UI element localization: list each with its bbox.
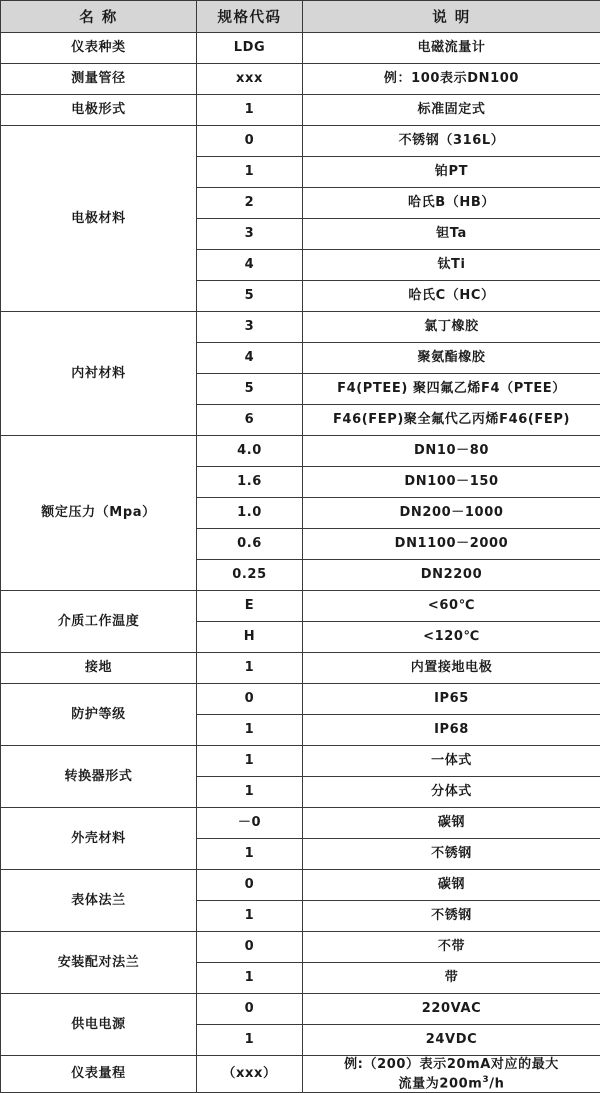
table-body	[1, 33, 600, 1093]
row-code: 4.0	[197, 436, 303, 467]
row-description: 24VDC	[303, 1025, 600, 1056]
table-row	[1, 64, 600, 95]
row-description: F4(PTEE) 聚四氟乙烯F4（PTEE）	[303, 374, 600, 405]
row-description: 碳钢	[303, 808, 600, 839]
row-description: 氯丁橡胶	[303, 312, 600, 343]
row-description: 铂PT	[303, 157, 600, 188]
row-code: 1	[197, 777, 303, 808]
row-code: 6	[197, 405, 303, 436]
row-description: 钽Ta	[303, 219, 600, 250]
row-name: 仪表量程	[1, 1056, 197, 1093]
row-code: 1	[197, 746, 303, 777]
row-name: 电极形式	[1, 95, 197, 126]
row-description: <120℃	[303, 622, 600, 653]
row-code: （xxx）	[197, 1056, 303, 1093]
row-code: 1	[197, 653, 303, 684]
table-row	[1, 684, 600, 715]
row-description: 标准固定式	[303, 95, 600, 126]
row-code: 0	[197, 994, 303, 1025]
row-name: 表体法兰	[1, 870, 197, 932]
header-row	[1, 1, 600, 33]
row-code: 5	[197, 374, 303, 405]
table-row	[1, 591, 600, 622]
row-code: 1	[197, 963, 303, 994]
row-name: 内衬材料	[1, 312, 197, 436]
row-code: 3	[197, 312, 303, 343]
row-name: 转换器形式	[1, 746, 197, 808]
row-description: 钛Ti	[303, 250, 600, 281]
row-code: 1	[197, 95, 303, 126]
row-description: 碳钢	[303, 870, 600, 901]
table-row	[1, 95, 600, 126]
row-code: －0	[197, 808, 303, 839]
row-code: 5	[197, 281, 303, 312]
row-name: 防护等级	[1, 684, 197, 746]
table-header	[1, 1, 600, 33]
row-code: 0.6	[197, 529, 303, 560]
row-code: 1	[197, 1025, 303, 1056]
row-description: 不锈钢	[303, 901, 600, 932]
row-code: 1	[197, 839, 303, 870]
row-description: 例：100表示DN100	[303, 64, 600, 95]
row-description: 不锈钢（316L）	[303, 126, 600, 157]
row-description-line-1: 例:（200）表示20mA对应的最大	[303, 1056, 600, 1074]
table-row	[1, 312, 600, 343]
table-row	[1, 994, 600, 1025]
row-code: 1	[197, 715, 303, 746]
row-description: 带	[303, 963, 600, 994]
row-description: 内置接地电极	[303, 653, 600, 684]
table-row	[1, 126, 600, 157]
row-description: 220VAC	[303, 994, 600, 1025]
row-name: 仪表种类	[1, 33, 197, 64]
row-description-line-2	[303, 1074, 600, 1093]
table-row	[1, 870, 600, 901]
row-code: 4	[197, 343, 303, 374]
row-code: LDG	[197, 33, 303, 64]
row-code: 2	[197, 188, 303, 219]
row-name: 安装配对法兰	[1, 932, 197, 994]
row-description: DN10－80	[303, 436, 600, 467]
row-code: xxx	[197, 64, 303, 95]
row-description: 哈氏C（HC）	[303, 281, 600, 312]
row-code: E	[197, 591, 303, 622]
table-row	[1, 1056, 600, 1093]
row-description: F46(FEP)聚全氟代乙丙烯F46(FEP)	[303, 405, 600, 436]
row-description: <60℃	[303, 591, 600, 622]
row-name: 测量管径	[1, 64, 197, 95]
row-code: 0	[197, 932, 303, 963]
row-description: DN100－150	[303, 467, 600, 498]
row-name: 供电电源	[1, 994, 197, 1056]
header-name: 名 称	[1, 1, 197, 33]
row-name: 外壳材料	[1, 808, 197, 870]
row-name: 接地	[1, 653, 197, 684]
row-description: 分体式	[303, 777, 600, 808]
row-code: 0	[197, 870, 303, 901]
row-code: 1.0	[197, 498, 303, 529]
table-row	[1, 932, 600, 963]
row-code: 3	[197, 219, 303, 250]
row-description: DN200－1000	[303, 498, 600, 529]
row-description-line-2-text: 流量为200m	[399, 1076, 483, 1091]
table-row	[1, 653, 600, 684]
row-description-superscript: 3	[482, 1075, 489, 1085]
row-code: 1	[197, 157, 303, 188]
row-description: 哈氏B（HB）	[303, 188, 600, 219]
row-description: DN1100－2000	[303, 529, 600, 560]
row-name: 介质工作温度	[1, 591, 197, 653]
row-description: 不锈钢	[303, 839, 600, 870]
row-description: 电磁流量计	[303, 33, 600, 64]
row-name: 电极材料	[1, 126, 197, 312]
row-code: 1.6	[197, 467, 303, 498]
row-description	[303, 1056, 600, 1093]
table-row	[1, 746, 600, 777]
table-row	[1, 436, 600, 467]
row-code: 1	[197, 901, 303, 932]
row-description: IP65	[303, 684, 600, 715]
row-name: 额定压力（Mpa）	[1, 436, 197, 591]
row-description-line-2-unit: /h	[489, 1076, 504, 1091]
row-description: 聚氨酯橡胶	[303, 343, 600, 374]
table-row	[1, 808, 600, 839]
header-description: 说 明	[303, 1, 600, 33]
row-description: 不带	[303, 932, 600, 963]
row-code: 0	[197, 684, 303, 715]
row-code: 0.25	[197, 560, 303, 591]
row-code: 4	[197, 250, 303, 281]
row-description: DN2200	[303, 560, 600, 591]
row-code: 0	[197, 126, 303, 157]
row-description: 一体式	[303, 746, 600, 777]
row-code: H	[197, 622, 303, 653]
table-row	[1, 33, 600, 64]
row-description: IP68	[303, 715, 600, 746]
header-code: 规格代码	[197, 1, 303, 33]
